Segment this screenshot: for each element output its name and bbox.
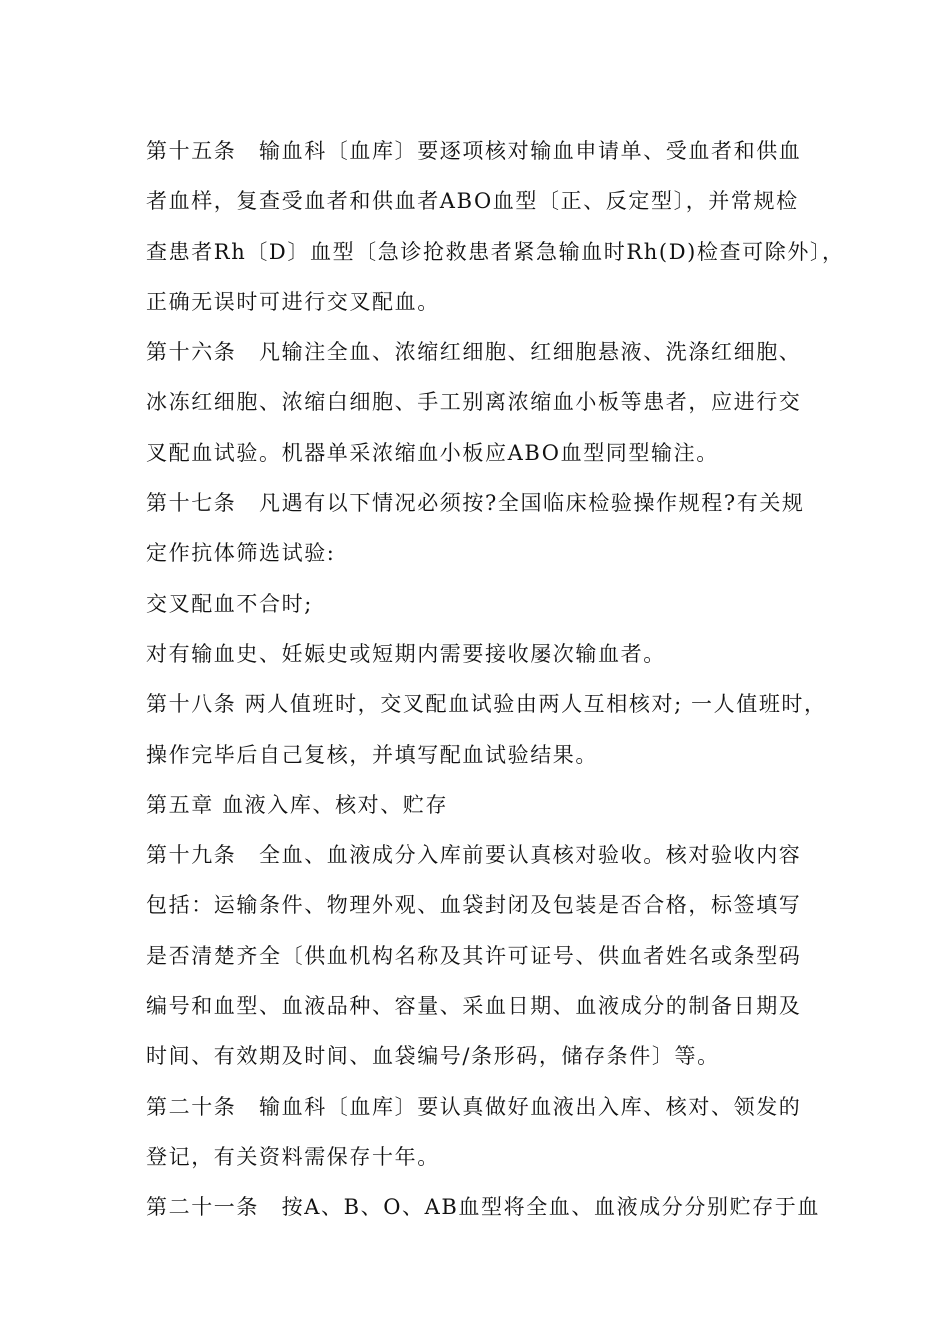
text-line-8: 第十七条 凡遇有以下情况必须按?全国临床检验操作规程?有关规: [146, 491, 805, 516]
text-line-2: 者血样，复查受血者和供血者ABO血型〔正、反定型〕，并常规检: [146, 189, 799, 214]
text-line-11: 对有输血史、妊娠史或短期内需要接收屡次输血者。: [146, 641, 666, 666]
text-line-22: 第二十一条 按A、B、O、AB血型将全血、血液成分分别贮存于血: [146, 1195, 821, 1220]
text-line-20: 第二十条 输血科〔血库〕要认真做好血液出入库、核对、领发的: [146, 1094, 802, 1119]
text-line-13: 操作完毕后自己复核，并填写配血试验结果。: [146, 742, 598, 767]
text-line-3: 查患者Rh〔D〕血型〔急诊抢救患者紧急输血时Rh(D)检查可除外〕，: [146, 239, 845, 264]
text-line-5: 第十六条 凡输注全血、浓缩红细胞、红细胞悬液、洗涤红细胞、: [146, 340, 802, 365]
text-line-18: 编号和血型、血液品种、容量、采血日期、血液成分的制备日期及: [146, 994, 802, 1019]
document-body: [146, 131, 845, 1238]
text-line-6: 冰冻红细胞、浓缩白细胞、手工别离浓缩血小板等患者，应进行交: [146, 390, 802, 415]
text-line-15: 第十九条 全血、血液成分入库前要认真核对验收。核对验收内容: [146, 843, 802, 868]
text-line-21: 登记，有关资料需保存十年。: [146, 1144, 440, 1169]
text-line-4: 正确无误时可进行交叉配血。: [146, 289, 440, 314]
text-line-9: 定作抗体筛选试验:: [146, 541, 336, 566]
text-line-7: 叉配血试验。机器单采浓缩血小板应ABO血型同型输注。: [146, 440, 719, 465]
chapter-heading: 第五章 血液入库、核对、贮存: [146, 792, 449, 817]
text-line-16: 包括：运输条件、物理外观、血袋封闭及包装是否合格，标签填写: [146, 893, 802, 918]
text-line-17: 是否清楚齐全〔供血机构名称及其许可证号、供血者姓名或条型码: [146, 943, 802, 968]
text-line-12: 第十八条 两人值班时，交叉配血试验由两人互相核对; 一人值班时，: [146, 692, 827, 717]
text-line-19: 时间、有效期及时间、血袋编号/条形码，储存条件〕等。: [146, 1044, 720, 1069]
text-line-1: 第十五条 输血科〔血库〕要逐项核对输血申请单、受血者和供血: [146, 139, 802, 163]
text-line-10: 交叉配血不合时;: [146, 591, 313, 616]
